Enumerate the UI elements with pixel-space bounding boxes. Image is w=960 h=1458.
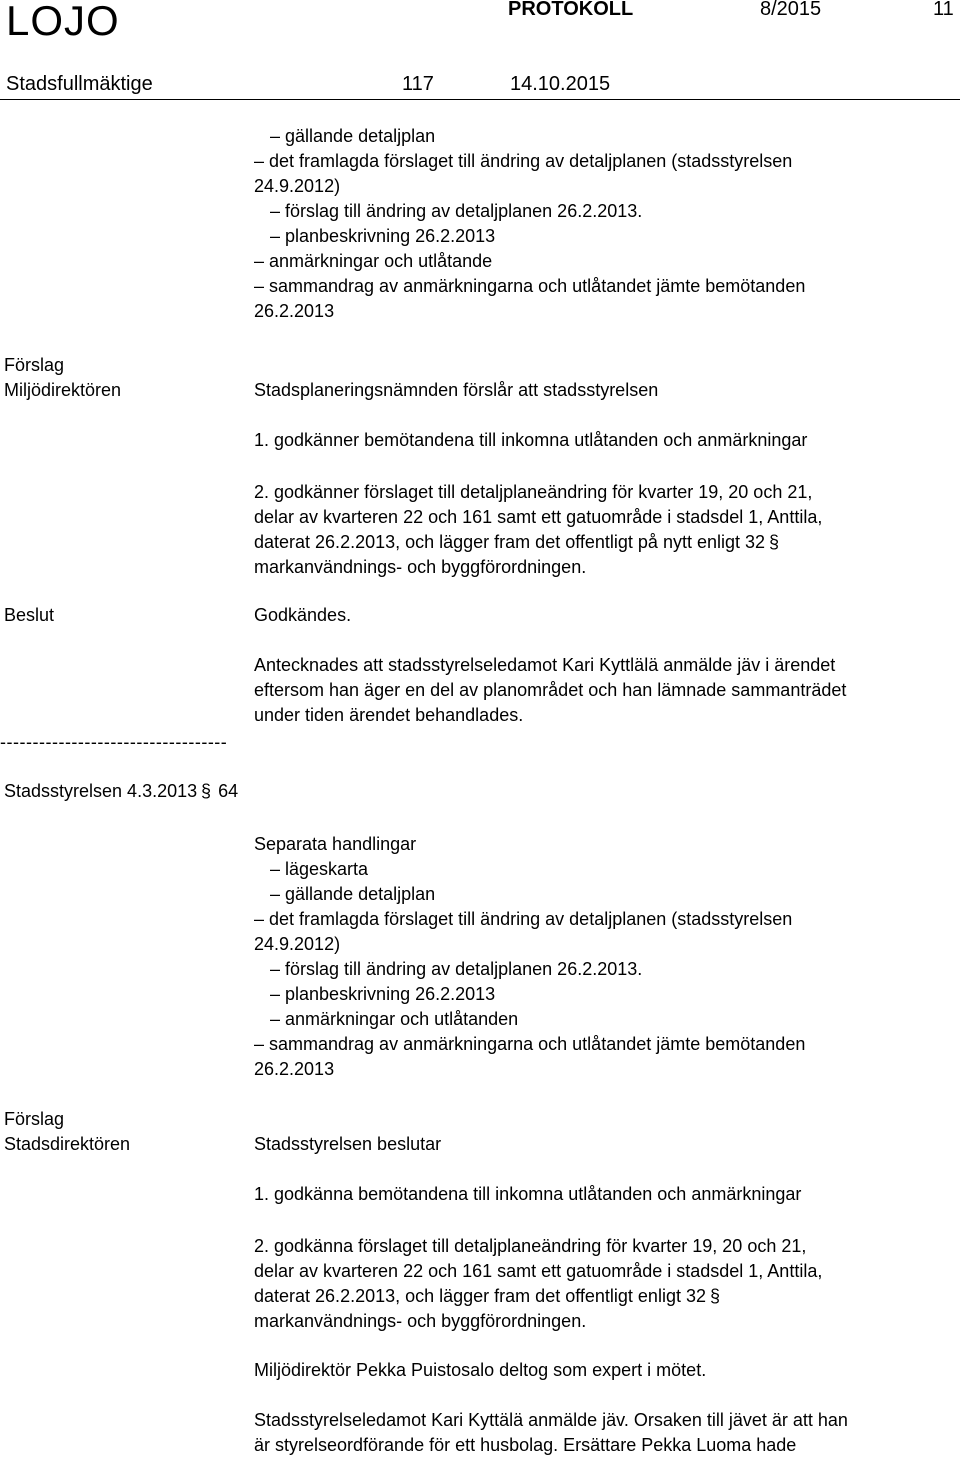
decision-label: Beslut [4, 605, 55, 625]
list-item: – anmärkningar och utlåtande [254, 251, 493, 271]
svg-text:§: § [709, 1286, 720, 1306]
proposal-intro: Stadsstyrelsen beslutar [254, 1134, 442, 1154]
board-section-number: 64 [218, 781, 239, 801]
section-number: 117 [402, 73, 434, 95]
list-item: – anmärkningar och utlåtanden [270, 1009, 519, 1029]
list-item: – det framlagda förslaget till ändring av detaljplanen (stadsstyrelsen [254, 909, 793, 929]
proposal-item-1: 1. godkänner bemötandena till inkomna utlåtanden och anmärkningar [254, 430, 808, 450]
list-item: – lägeskarta [270, 859, 369, 879]
proposal-author: Miljödirektören [4, 380, 122, 400]
protocol-number: 8/2015 [760, 0, 822, 20]
item-line: markanvändnings- och byggförordningen. [254, 557, 587, 577]
meeting-date: 14.10.2015 [510, 73, 611, 95]
section-sign-icon [201, 781, 213, 801]
list-item: 26.2.2013 [254, 301, 335, 321]
list-item: – förslag till ändring av detaljplanen 26.2.2013. [270, 201, 643, 221]
item-line: delar av kvarteren 22 och 161 samt ett gatuområde i stadsdel 1, Anttila, [254, 1261, 823, 1281]
header-rule [0, 99, 960, 100]
page-number: 11 [933, 0, 954, 20]
note-line: under tiden ärendet behandlades. [254, 705, 524, 725]
section-sign-icon [769, 532, 781, 552]
item-line: daterat 26.2.2013, och lägger fram det offentligt på nytt enligt 32 [254, 532, 766, 552]
decision-text: Godkändes. [254, 605, 352, 625]
list-item: – förslag till ändring av detaljplanen 26.2.2013. [270, 959, 643, 979]
list-item: – sammandrag av anmärkningarna och utlåtandet jämte bemötanden [254, 1034, 806, 1054]
list-item: – planbeskrivning 26.2.2013 [270, 226, 496, 246]
proposal-label: Förslag [4, 1109, 65, 1129]
svg-text:§: § [769, 532, 780, 552]
note-line: är styrelseordförande för ett husbolag. Ersättare Pekka Luoma hade [254, 1435, 797, 1455]
list-heading: Separata handlingar [254, 834, 417, 854]
section-separator: ----------------------------------- [0, 732, 228, 752]
lojo-logo: LOJO [6, 0, 120, 44]
attachment-list-2 [254, 832, 954, 1082]
proposal-intro: Stadsplaneringsnämnden förslår att stadsstyrelsen [254, 380, 659, 400]
svg-text:§: § [201, 781, 212, 801]
board-heading-row [4, 779, 238, 804]
item-line: daterat 26.2.2013, och lägger fram det offentligt enligt 32 [254, 1286, 706, 1306]
proposal-item-2 [254, 480, 954, 580]
list-item: 26.2.2013 [254, 1059, 335, 1079]
list-item: – planbeskrivning 26.2.2013 [270, 984, 496, 1004]
item-line: 2. godkänna förslaget till detaljplaneändring för kvarter 19, 20 och 21, [254, 1236, 807, 1256]
item-line: markanvändnings- och byggförordningen. [254, 1311, 587, 1331]
note-line: Stadsstyrelseledamot Kari Kyttälä anmälde jäv. Orsaken till jävet är att han [254, 1410, 848, 1430]
list-item: – gällande detaljplan [270, 126, 436, 146]
expert-note: Miljödirektör Pekka Puistosalo deltog som expert i mötet. [254, 1360, 707, 1380]
board-heading: Stadsstyrelsen 4.3.2013 [4, 781, 198, 801]
doc-type: PROTOKOLL [508, 0, 634, 20]
list-item: 24.9.2012) [254, 934, 341, 954]
list-item: – gällande detaljplan [270, 884, 436, 904]
note-line: Antecknades att stadsstyrelseledamot Kari Kyttlälä anmälde jäv i ärendet [254, 655, 836, 675]
meeting-body: Stadsfullmäktige [6, 73, 153, 95]
proposal-author: Stadsdirektören [4, 1134, 131, 1154]
proposal-item-1: 1. godkänna bemötandena till inkomna utlåtanden och anmärkningar [254, 1184, 802, 1204]
proposal-item-2 [254, 1234, 954, 1334]
list-item: 24.9.2012) [254, 176, 341, 196]
decision-note [254, 653, 954, 728]
section-sign-icon [710, 1286, 722, 1306]
proposal-label: Förslag [4, 355, 65, 375]
attachment-list-1 [254, 124, 954, 324]
conflict-note [254, 1408, 954, 1458]
item-line: delar av kvarteren 22 och 161 samt ett gatuområde i stadsdel 1, Anttila, [254, 507, 823, 527]
item-line: 2. godkänner förslaget till detaljplaneändring för kvarter 19, 20 och 21, [254, 482, 813, 502]
note-line: eftersom han äger en del av planområdet och han lämnade sammanträdet [254, 680, 847, 700]
list-item: – sammandrag av anmärkningarna och utlåtandet jämte bemötanden [254, 276, 806, 296]
list-item: – det framlagda förslaget till ändring av detaljplanen (stadsstyrelsen [254, 151, 793, 171]
